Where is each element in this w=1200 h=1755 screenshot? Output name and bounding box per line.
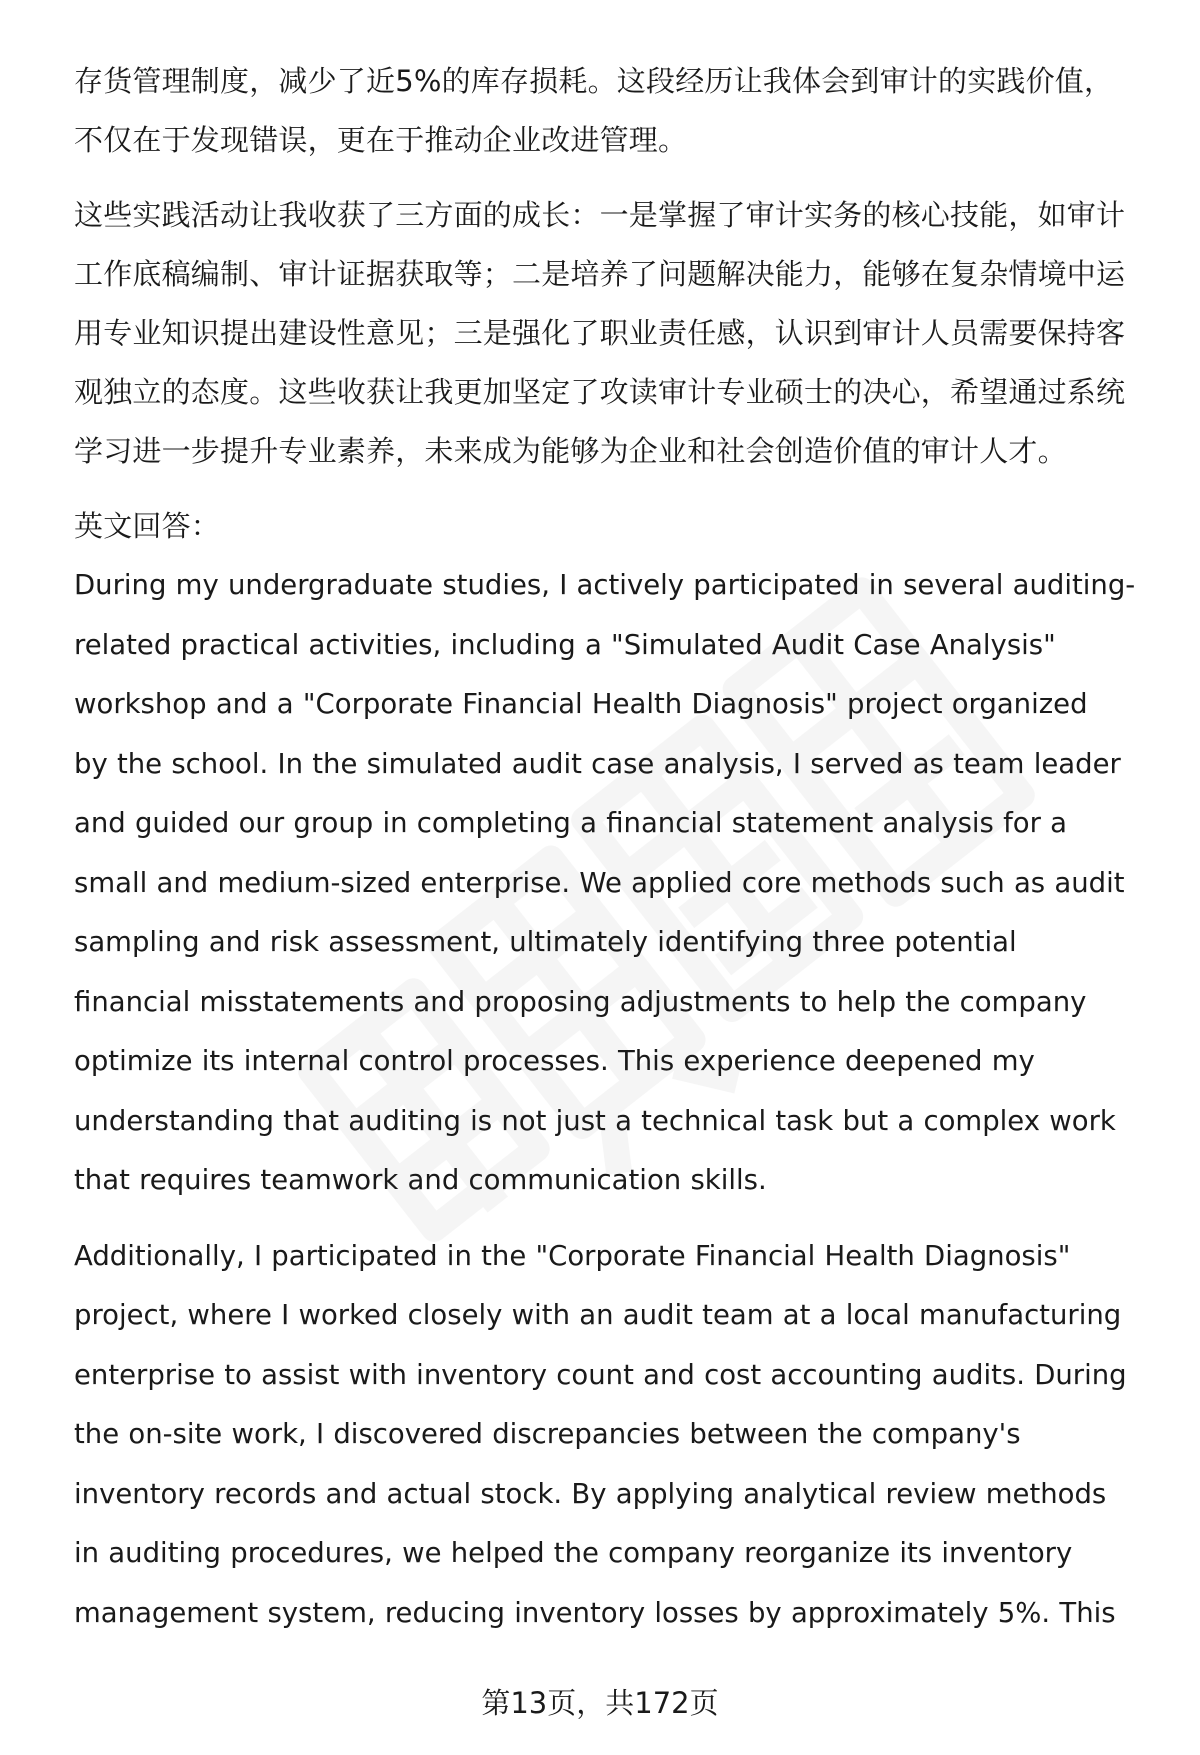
english-answer-heading: 英文回答： xyxy=(74,509,221,543)
document-body xyxy=(74,52,1154,1643)
english-paragraph-1: During my undergraduate studies, I actively participated in several auditing- related practical activities, including a "Simulated Audit Case Analysis" workshop and a "Corporate Financial Health Diagnosis" project organized by the school. In the simulated audit case analysis, I served as team leader and guided our group in completing a financial statement analysis for a small and medium-sized enterprise. We applied core methods such as audit sampling and risk assessment, ultimately identifying three potential financial misstatements and proposing adjustments to help the company optimize its internal control processes. This experience deepened my understanding that auditing is not just a technical task but a complex work that requires teamwork and communication skills. xyxy=(74,569,1136,1196)
page-number-footer: 第13页，共172页 xyxy=(481,1686,719,1720)
chinese-paragraph-1: 存货管理制度，减少了近5%的库存损耗。这段经历让我体会到审计的实践价值， 不仅在于发现错误，更在于推动企业改进管理。 xyxy=(74,64,1114,157)
english-paragraph-2: Additionally, I participated in the "Corporate Financial Health Diagnosis" project, where I worked closely with an audit team at a local manufacturing enterprise to assist with inventory count and cost accounting audits. During the on-site work, I discovered discrepancies between the company's inventory records and actual stock. By applying analytical review methods in auditing procedures, we helped the company reorganize its inventory management system, reducing inventory losses by approximately 5%. This xyxy=(74,1239,1127,1629)
chinese-paragraph-2: 这些实践活动让我收获了三方面的成长：一是掌握了审计实务的核心技能，如审计 工作底稿编制、审计证据获取等；二是培养了问题解决能力，能够在复杂情境中运 用专业知识提出建设性意见；三是强化了职业责任感，认识到审计人员需要保持客 观独立的态度。这些收获让我更加坚定了攻读审计专业硕士的决心，希望通过系统 学习进一步提升专业素养，未来成为能够为企业和社会创造价值的审计人才。 xyxy=(74,198,1126,468)
